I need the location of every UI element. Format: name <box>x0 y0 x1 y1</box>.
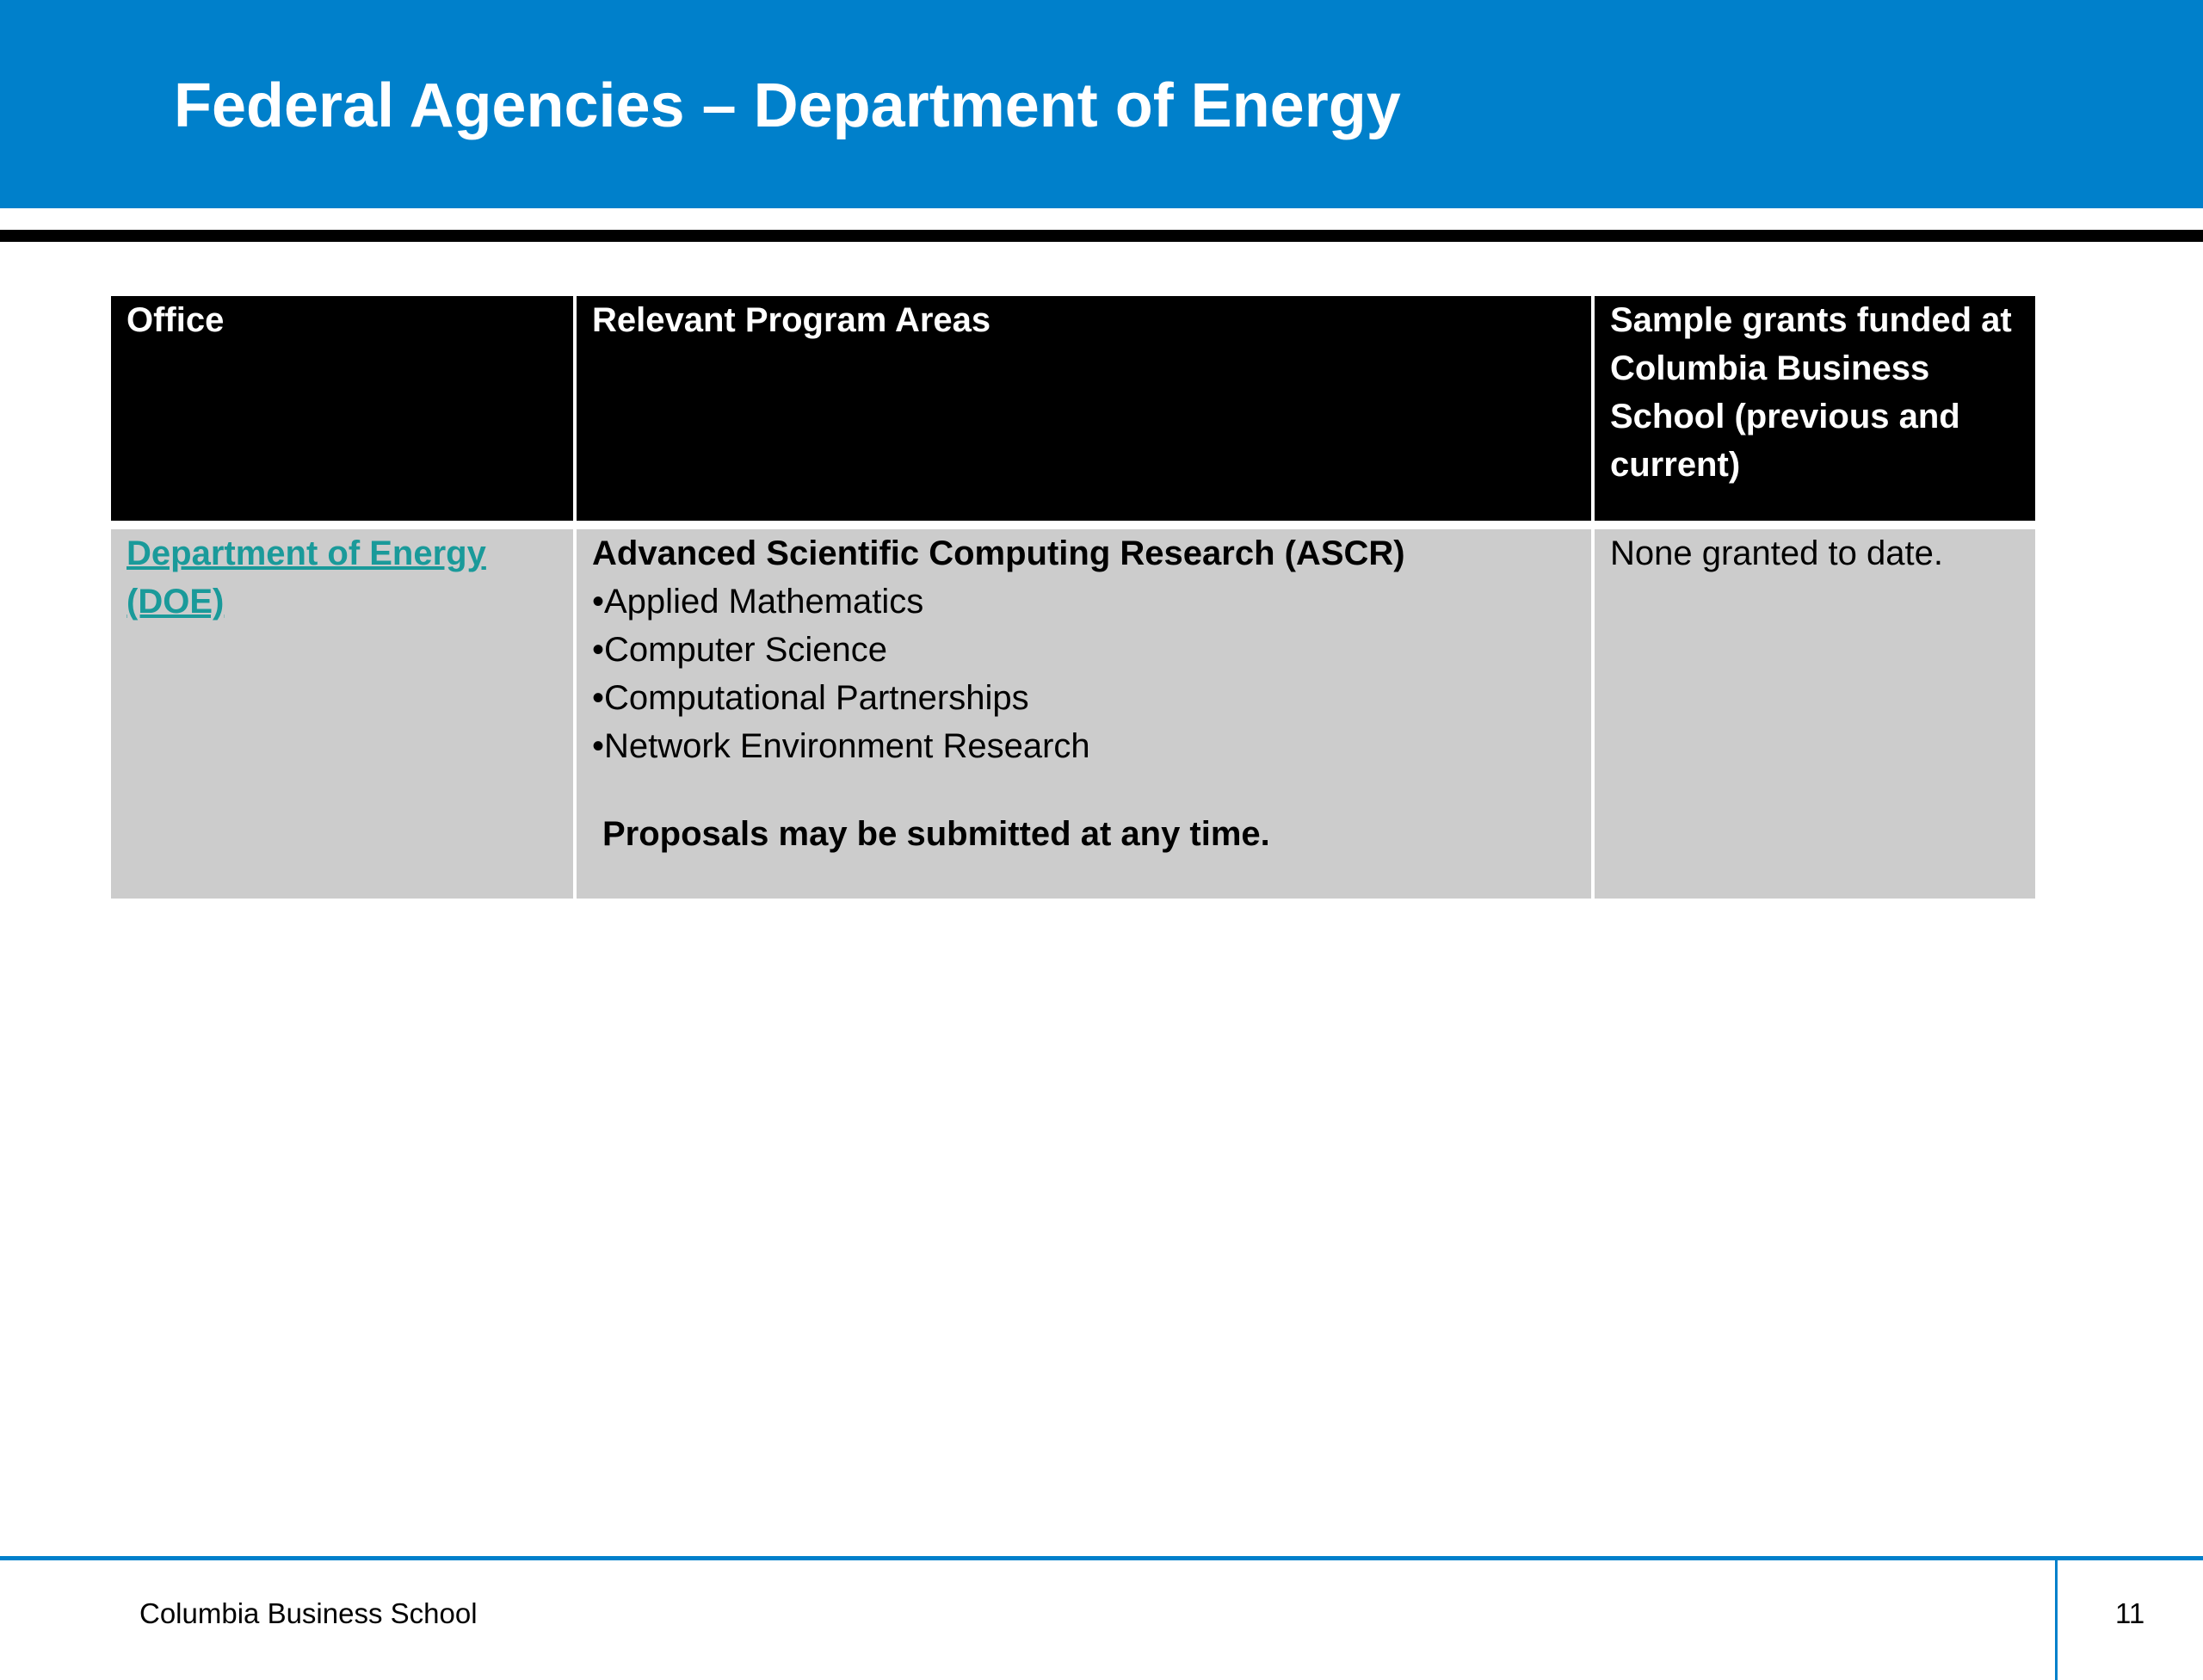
program-item: •Computer Science <box>592 631 888 669</box>
cell-program-areas <box>573 529 1591 899</box>
header-program-areas: Relevant Program Areas <box>573 296 1591 529</box>
cell-office <box>111 529 573 899</box>
header-office: Office <box>111 296 573 529</box>
doe-link[interactable]: Department of Energy (DOE) <box>127 534 486 621</box>
program-title: Advanced Scientific Computing Research (ASCR) <box>592 534 1405 572</box>
footer-organization: Columbia Business School <box>139 1597 478 1629</box>
slide-title: Federal Agencies – Department of Energy <box>174 71 1401 140</box>
header-sample-grants: Sample grants funded at Columbia Business School (previous and current) <box>1591 296 2035 529</box>
page-number: 11 <box>2115 1597 2145 1629</box>
footer-rule <box>0 1556 2203 1560</box>
program-item: •Applied Mathematics <box>592 583 924 621</box>
footer-divider <box>2055 1559 2058 1680</box>
program-list <box>592 578 1576 770</box>
program-item: •Computational Partnerships <box>592 679 1029 717</box>
program-table <box>111 296 2035 899</box>
program-item: •Network Environment Research <box>592 727 1090 765</box>
cell-sample-grants: None granted to date. <box>1591 529 2035 899</box>
program-note: Proposals may be submitted at any time. <box>602 815 1270 853</box>
header-rule <box>0 230 2203 242</box>
header-bar <box>0 0 2203 208</box>
